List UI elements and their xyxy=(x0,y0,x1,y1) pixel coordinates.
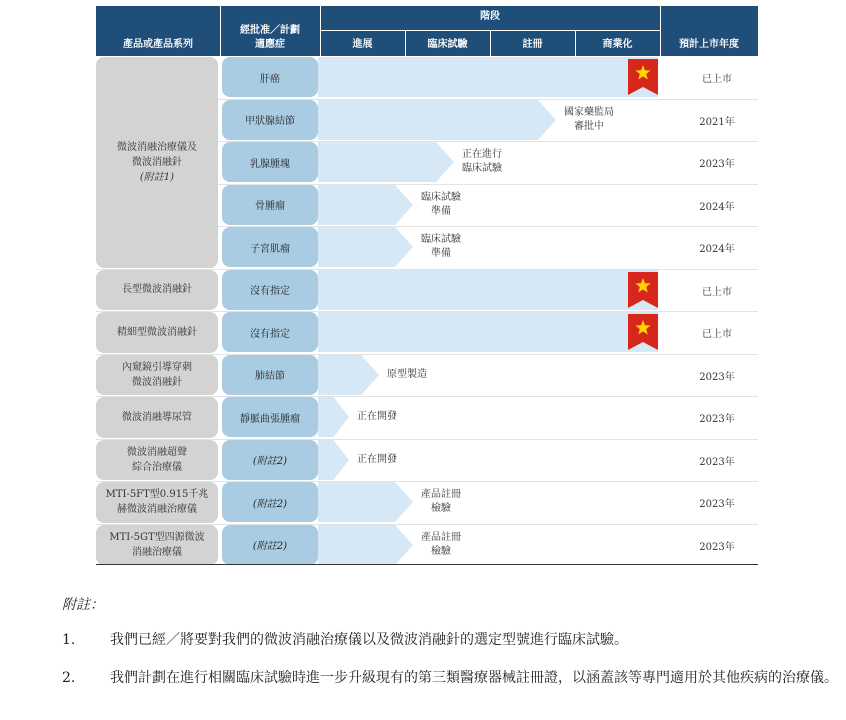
note-number: 2. xyxy=(62,670,76,686)
progress-arrow xyxy=(318,397,349,437)
header-indication-line1: 經批准／計劃 xyxy=(240,25,300,36)
product-name xyxy=(122,360,192,390)
table-header xyxy=(96,6,758,56)
progress-arrow xyxy=(318,185,413,225)
header-indication-line2: 適應症 xyxy=(255,39,285,50)
indication-box: (附註2) xyxy=(222,482,318,522)
product-name-line: 微波消融超聲 xyxy=(127,446,187,458)
header-divider xyxy=(490,30,491,56)
progress-arrow-shape xyxy=(318,440,349,480)
indication-box: 子宮肌瘤 xyxy=(222,227,318,267)
progress-arrow-fill xyxy=(318,312,658,352)
product-name-line: MTI-5FT型0.915千兆 xyxy=(105,489,209,501)
product-name-line: 微波消融治療儀及 xyxy=(117,141,197,153)
progress-arrow-fill xyxy=(318,185,413,225)
launch-year: 已上市 xyxy=(702,329,732,340)
note-item xyxy=(62,630,846,652)
launch-year: 已上市 xyxy=(702,286,732,298)
product-name-line: MTI-5GT型四源微波 xyxy=(109,531,205,543)
product-group-box xyxy=(96,355,218,396)
progress-arrow-fill xyxy=(318,440,349,480)
product-name xyxy=(117,140,197,185)
progress-arrow xyxy=(318,100,556,140)
indication-box: 靜脈曲張腫瘤 xyxy=(222,397,318,437)
commercialized-flag-icon xyxy=(628,59,658,95)
progress-arrow xyxy=(318,270,658,310)
note-text: 我們已經／將要對我們的微波消融治療儀以及微波消融針的選定型號進行臨床試驗。 xyxy=(110,632,628,648)
progress-arrow-shape xyxy=(318,397,349,437)
table-bottom-rule xyxy=(96,564,758,565)
status-label: 臨床試驗 準備 xyxy=(421,234,461,259)
product-name xyxy=(127,445,187,475)
product-name xyxy=(109,530,204,560)
launch-year: 2021年 xyxy=(699,116,735,128)
status-label: 原型製造 xyxy=(387,368,427,380)
product-name-line: 綜合治療儀 xyxy=(132,461,182,473)
status-label: 臨床試驗 準備 xyxy=(421,191,461,217)
progress-arrow-fill xyxy=(318,355,379,395)
launch-year: 2023年 xyxy=(699,371,735,383)
indication-box: 乳腺腫塊 xyxy=(222,142,318,182)
status-label: 產品註冊 檢驗 xyxy=(421,489,461,514)
indication-box: (附註2) xyxy=(222,440,318,480)
product-name xyxy=(106,487,209,517)
progress-arrow-fill xyxy=(318,100,556,140)
progress-arrow-shape xyxy=(318,57,658,97)
product-name-line: 精細型微波消融針 xyxy=(117,326,197,338)
launch-year: 已上市 xyxy=(702,74,732,85)
note-item xyxy=(62,668,846,710)
product-name xyxy=(117,325,197,340)
progress-arrow-fill xyxy=(318,57,658,97)
header-divider xyxy=(220,6,221,56)
progress-arrow xyxy=(318,525,413,565)
indication-box: 沒有指定 xyxy=(222,312,318,352)
product-name-line: 微波消融針 xyxy=(132,376,182,388)
progress-arrow xyxy=(318,57,658,97)
header-stage-registration: 註冊 xyxy=(522,39,543,50)
progress-arrow-shape xyxy=(318,482,413,522)
header-stage-commercial: 商業化 xyxy=(602,39,633,50)
progress-arrow-fill xyxy=(318,270,658,310)
product-group-box xyxy=(96,525,218,566)
header-divider xyxy=(405,30,406,56)
header-stage-progress: 進展 xyxy=(352,39,373,50)
progress-arrow xyxy=(318,142,454,182)
launch-year: 2023年 xyxy=(699,414,735,425)
status-label: 正在開發 xyxy=(357,453,397,465)
product-name-line: 消融治療儀 xyxy=(131,546,182,558)
product-group-box xyxy=(96,312,218,353)
progress-arrow xyxy=(318,227,413,267)
progress-arrow xyxy=(318,440,349,480)
product-name-line: 長型微波消融針 xyxy=(122,284,192,296)
launch-year: 2023年 xyxy=(699,456,735,468)
commercialized-flag-icon xyxy=(628,272,658,308)
header-stage-clinical: 臨床試驗 xyxy=(427,39,468,50)
progress-arrow-shape xyxy=(318,270,658,310)
product-group-box xyxy=(96,482,218,523)
progress-arrow xyxy=(318,482,413,522)
product-name-line: 微波消融針 xyxy=(132,156,182,168)
product-group-box xyxy=(96,440,218,481)
indication-box: 沒有指定 xyxy=(222,270,318,310)
progress-arrow xyxy=(318,355,379,395)
progress-arrow-shape xyxy=(318,185,413,225)
product-name-line: 微波消融導尿管 xyxy=(122,411,192,423)
launch-year: 2023年 xyxy=(699,499,735,510)
product-group-box xyxy=(96,57,218,268)
progress-arrow-shape xyxy=(318,312,658,352)
product-name-line: (附註1) xyxy=(139,171,175,183)
progress-arrow-shape xyxy=(318,142,454,182)
indication-box: 肺結節 xyxy=(222,355,318,395)
notes-title: 附註： xyxy=(62,597,104,613)
progress-arrow-fill xyxy=(318,397,349,437)
product-group-box xyxy=(96,397,218,438)
progress-arrow-shape xyxy=(318,227,413,267)
header-year: 預計上市年度 xyxy=(679,39,739,50)
header-product: 產品或產品系列 xyxy=(123,39,193,50)
product-name xyxy=(122,282,192,297)
header-divider xyxy=(660,6,661,56)
status-label: 國家藥監局 審批中 xyxy=(564,106,614,132)
product-group-box xyxy=(96,270,218,311)
header-divider xyxy=(320,6,321,56)
indication-box: (附註2) xyxy=(222,525,318,565)
progress-arrow-fill xyxy=(318,525,413,565)
indication-box: 肝癌 xyxy=(222,57,318,97)
status-label: 正在進行 臨床試驗 xyxy=(462,149,502,174)
commercialized-flag-icon xyxy=(628,314,658,350)
header-divider xyxy=(575,30,576,56)
progress-arrow-fill xyxy=(318,227,413,267)
progress-arrow-fill xyxy=(318,482,413,522)
note-text: 我們計劃在進行相關臨床試驗時進一步升級現有的第三類醫療器械註冊證，以涵蓋該等專門適用於其他疾病的治療儀。 xyxy=(110,670,838,686)
progress-arrow-shape xyxy=(318,525,413,565)
progress-arrow xyxy=(318,312,658,352)
product-name-line: 赫微波消融治療儀 xyxy=(117,504,197,516)
note-number: 1. xyxy=(62,632,76,648)
header-stage: 階段 xyxy=(480,11,500,22)
status-label: 產品註冊 檢驗 xyxy=(421,531,461,557)
product-name-line: 內窺鏡引導穿刺 xyxy=(122,361,192,373)
header-divider xyxy=(320,30,660,31)
product-name xyxy=(122,410,192,425)
status-label: 正在開發 xyxy=(357,411,397,422)
launch-year: 2023年 xyxy=(699,159,735,170)
pipeline-table-body xyxy=(96,56,758,564)
progress-arrow-shape xyxy=(318,100,556,140)
progress-arrow-shape xyxy=(318,355,379,395)
indication-box: 骨腫瘤 xyxy=(222,185,318,225)
launch-year: 2023年 xyxy=(699,541,735,553)
launch-year: 2024年 xyxy=(699,201,735,213)
indication-box: 甲狀腺結節 xyxy=(222,100,318,140)
launch-year: 2024年 xyxy=(699,244,735,255)
progress-arrow-fill xyxy=(318,142,454,182)
